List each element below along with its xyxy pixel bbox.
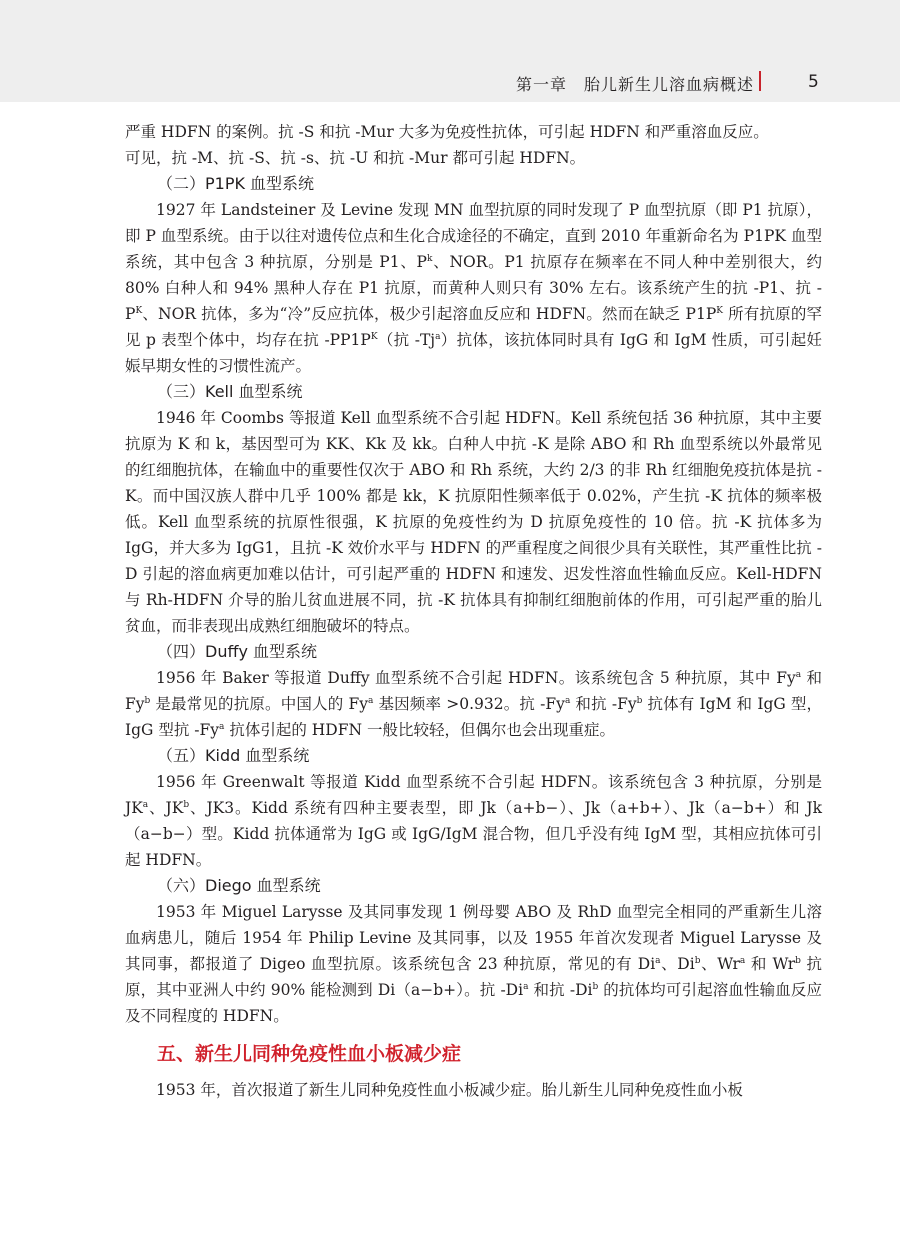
page-body — [125, 119, 822, 1103]
running-head-chapter: 第一章 胎儿新生儿溶血病概述 — [515, 75, 754, 94]
body-paragraph: 1956 年 Baker 等报道 Duffy 血型系统不合引起 HDFN。该系统包含 5 种抗原，其中 Fy$^a$ 和 Fy$^b$ 是最常见的抗原。中国人的 Fy$^a$ 基因频率 >0.932。抗 -Fy$^a$ 和抗 -Fy$^b$ 抗体有 IgM 和 IgG 型，IgG 型抗 -Fy$^a$ 抗体引起的 HDFN 一般比较轻，但偶尔也会出现重症。 — [125, 669, 823, 739]
body-paragraph: 1953 年，首次报道了新生儿同种免疫性血小板减少症。胎儿新生儿同种免疫性血小板 — [156, 1081, 743, 1099]
subsection-heading-duffy: （四）Duffy 血型系统 — [157, 642, 318, 661]
page-number: 5 — [808, 72, 819, 92]
subsection-heading-kell: （三）Kell 血型系统 — [157, 382, 303, 401]
subsection-heading-kidd: （五）Kidd 血型系统 — [157, 746, 310, 765]
body-paragraph: 严重 HDFN 的案例。抗 -S 和抗 -Mur 大多为免疫性抗体，可引起 HDFN 和严重溶血反应。 可见，抗 -M、抗 -S、抗 -s、抗 -U 和抗 -Mur 都可引起 HDFN。 — [125, 123, 769, 167]
section-heading-nait: 五、新生儿同种免疫性血小板减少症 — [157, 1043, 462, 1065]
body-paragraph: 1927 年 Landsteiner 及 Levine 发现 MN 血型抗原的同时发现了 P 血型抗原（即 P1 抗原），即 P 血型系统。由于以往对遗传位点和生化合成途径的不确定，直到 2010 年重新命名为 P1PK 血型系统，其中包含 3 种抗原，分别是 P1、$P^k$、NOR。P1 抗原存在频率在不同人种中差别很大，约 80% 白种人和 94% 黑种人存在 P1 抗原，而黄种人则只有 30% 左右。该系统产生的抗 -P1、抗 $-P^K$、NOR 抗体，多为“冷”反应抗体，极少引起溶血反应和 HDFN。然而在缺乏 $P1P^K$ 所有抗原的罕见 p 表型个体中，均存在抗 $-PP1P^K$（抗 -Tj$^a$）抗体，该抗体同时具有 IgG 和 IgM 性质，可引起妊娠早期女性的习惯性流产。 — [125, 201, 823, 375]
subsection-heading-p1pk: （二）P1PK 血型系统 — [157, 174, 315, 193]
page-header — [0, 0, 900, 102]
header-divider — [759, 71, 761, 91]
body-paragraph: 1956 年 Greenwalt 等报道 Kidd 血型系统不合引起 HDFN。该系统包含 3 种抗原，分别是 $JK^a$、$JK^b$、JK3。Kidd 系统有四种主要表型，即 Jk（a+b−）、Jk（a+b+）、Jk（a−b+）和 Jk（a−b−）型。Kidd 抗体通常为 IgG 或 IgG/IgM 混合物，但几乎没有纯 IgM 型，其相应抗体可引起 HDFN。 — [125, 773, 823, 869]
subsection-heading-diego: （六）Diego 血型系统 — [157, 876, 321, 895]
body-paragraph: 1946 年 Coombs 等报道 Kell 血型系统不合引起 HDFN。Kell 系统包括 36 种抗原，其中主要抗原为 K 和 k，基因型可为 KK、Kk 及 kk。白种人中抗 -K 是除 ABO 和 Rh 血型系统以外最常见的红细胞抗体，在输血中的重要性仅次于 ABO 和 Rh 系统，大约 2/3 的非 Rh 红细胞免疫抗体是抗 -K。而中国汉族人群中几乎 100% 都是 kk，K 抗原阳性频率低于 0.02%，产生抗 -K 抗体的频率极低。Kell 血型系统的抗原性很强，K 抗原的免疫性约为 D 抗原免疫性的 10 倍。抗 -K 抗体多为 IgG，并大多为 IgG1，且抗 -K 效价水平与 HDFN 的严重程度之间很少具有关联性，其严重性比抗 -D 引起的溶血病更加难以估计，可引起严重的 HDFN 和速发、迟发性溶血性输血反应。Kell-HDFN 与 Rh-HDFN 介导的胎儿贫血进展不同，抗 -K 抗体具有抑制红细胞前体的作用，可引起严重的胎儿贫血，而非表现出成熟红细胞破坏的特点。 — [125, 409, 822, 635]
body-paragraph: 1953 年 Miguel Larysse 及其同事发现 1 例母婴 ABO 及 RhD 血型完全相同的严重新生儿溶血病患儿，随后 1954 年 Philip Levine 及其同事，以及 1955 年首次发现者 Miguel Larysse 及其同事，都报道了 Digeo 血型抗原。该系统包含 23 种抗原，常见的有 Di$^a$、Di$^b$、Wr$^a$ 和 Wr$^b$ 抗原，其中亚洲人中约 90% 能检测到 Di（a−b+）。抗 -Di$^a$ 和抗 -Di$^b$ 的抗体均可引起溶血性输血反应及不同程度的 HDFN。 — [125, 903, 822, 1025]
